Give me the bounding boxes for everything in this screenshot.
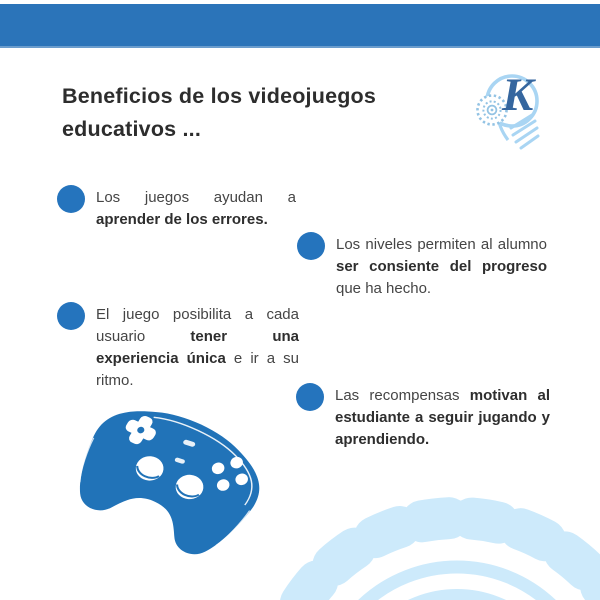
bullet-dot-icon	[297, 232, 325, 260]
benefit-item-1	[57, 187, 296, 231]
benefit-item-3	[57, 304, 299, 392]
benefit-item-4	[296, 385, 550, 451]
page-title-line2: educativos ...	[62, 117, 202, 141]
benefit-text-4: Las recompensas motivan al estudiante a seguir jugando y aprendiendo.	[335, 387, 550, 448]
bullet-dot-icon	[296, 383, 324, 411]
brand-logo-letter: K	[502, 69, 534, 121]
bullet-dot-icon	[57, 185, 85, 213]
page-title-line1: Beneficios de los videojuegos	[62, 84, 377, 108]
top-accent-bar	[0, 4, 600, 48]
benefit-text-1: Los juegos ayudan a aprender de los errores.	[96, 189, 296, 228]
page-title	[62, 80, 376, 146]
bullet-dot-icon	[57, 302, 85, 330]
benefit-text-3: El juego posibilita a cada usuario tener una experiencia única e ir a su ritmo.	[96, 306, 299, 389]
benefit-item-2	[297, 234, 547, 300]
benefit-text-2: Los niveles permiten al alumno ser consiente del progreso que ha hecho.	[336, 236, 547, 297]
brand-logo	[475, 69, 551, 152]
